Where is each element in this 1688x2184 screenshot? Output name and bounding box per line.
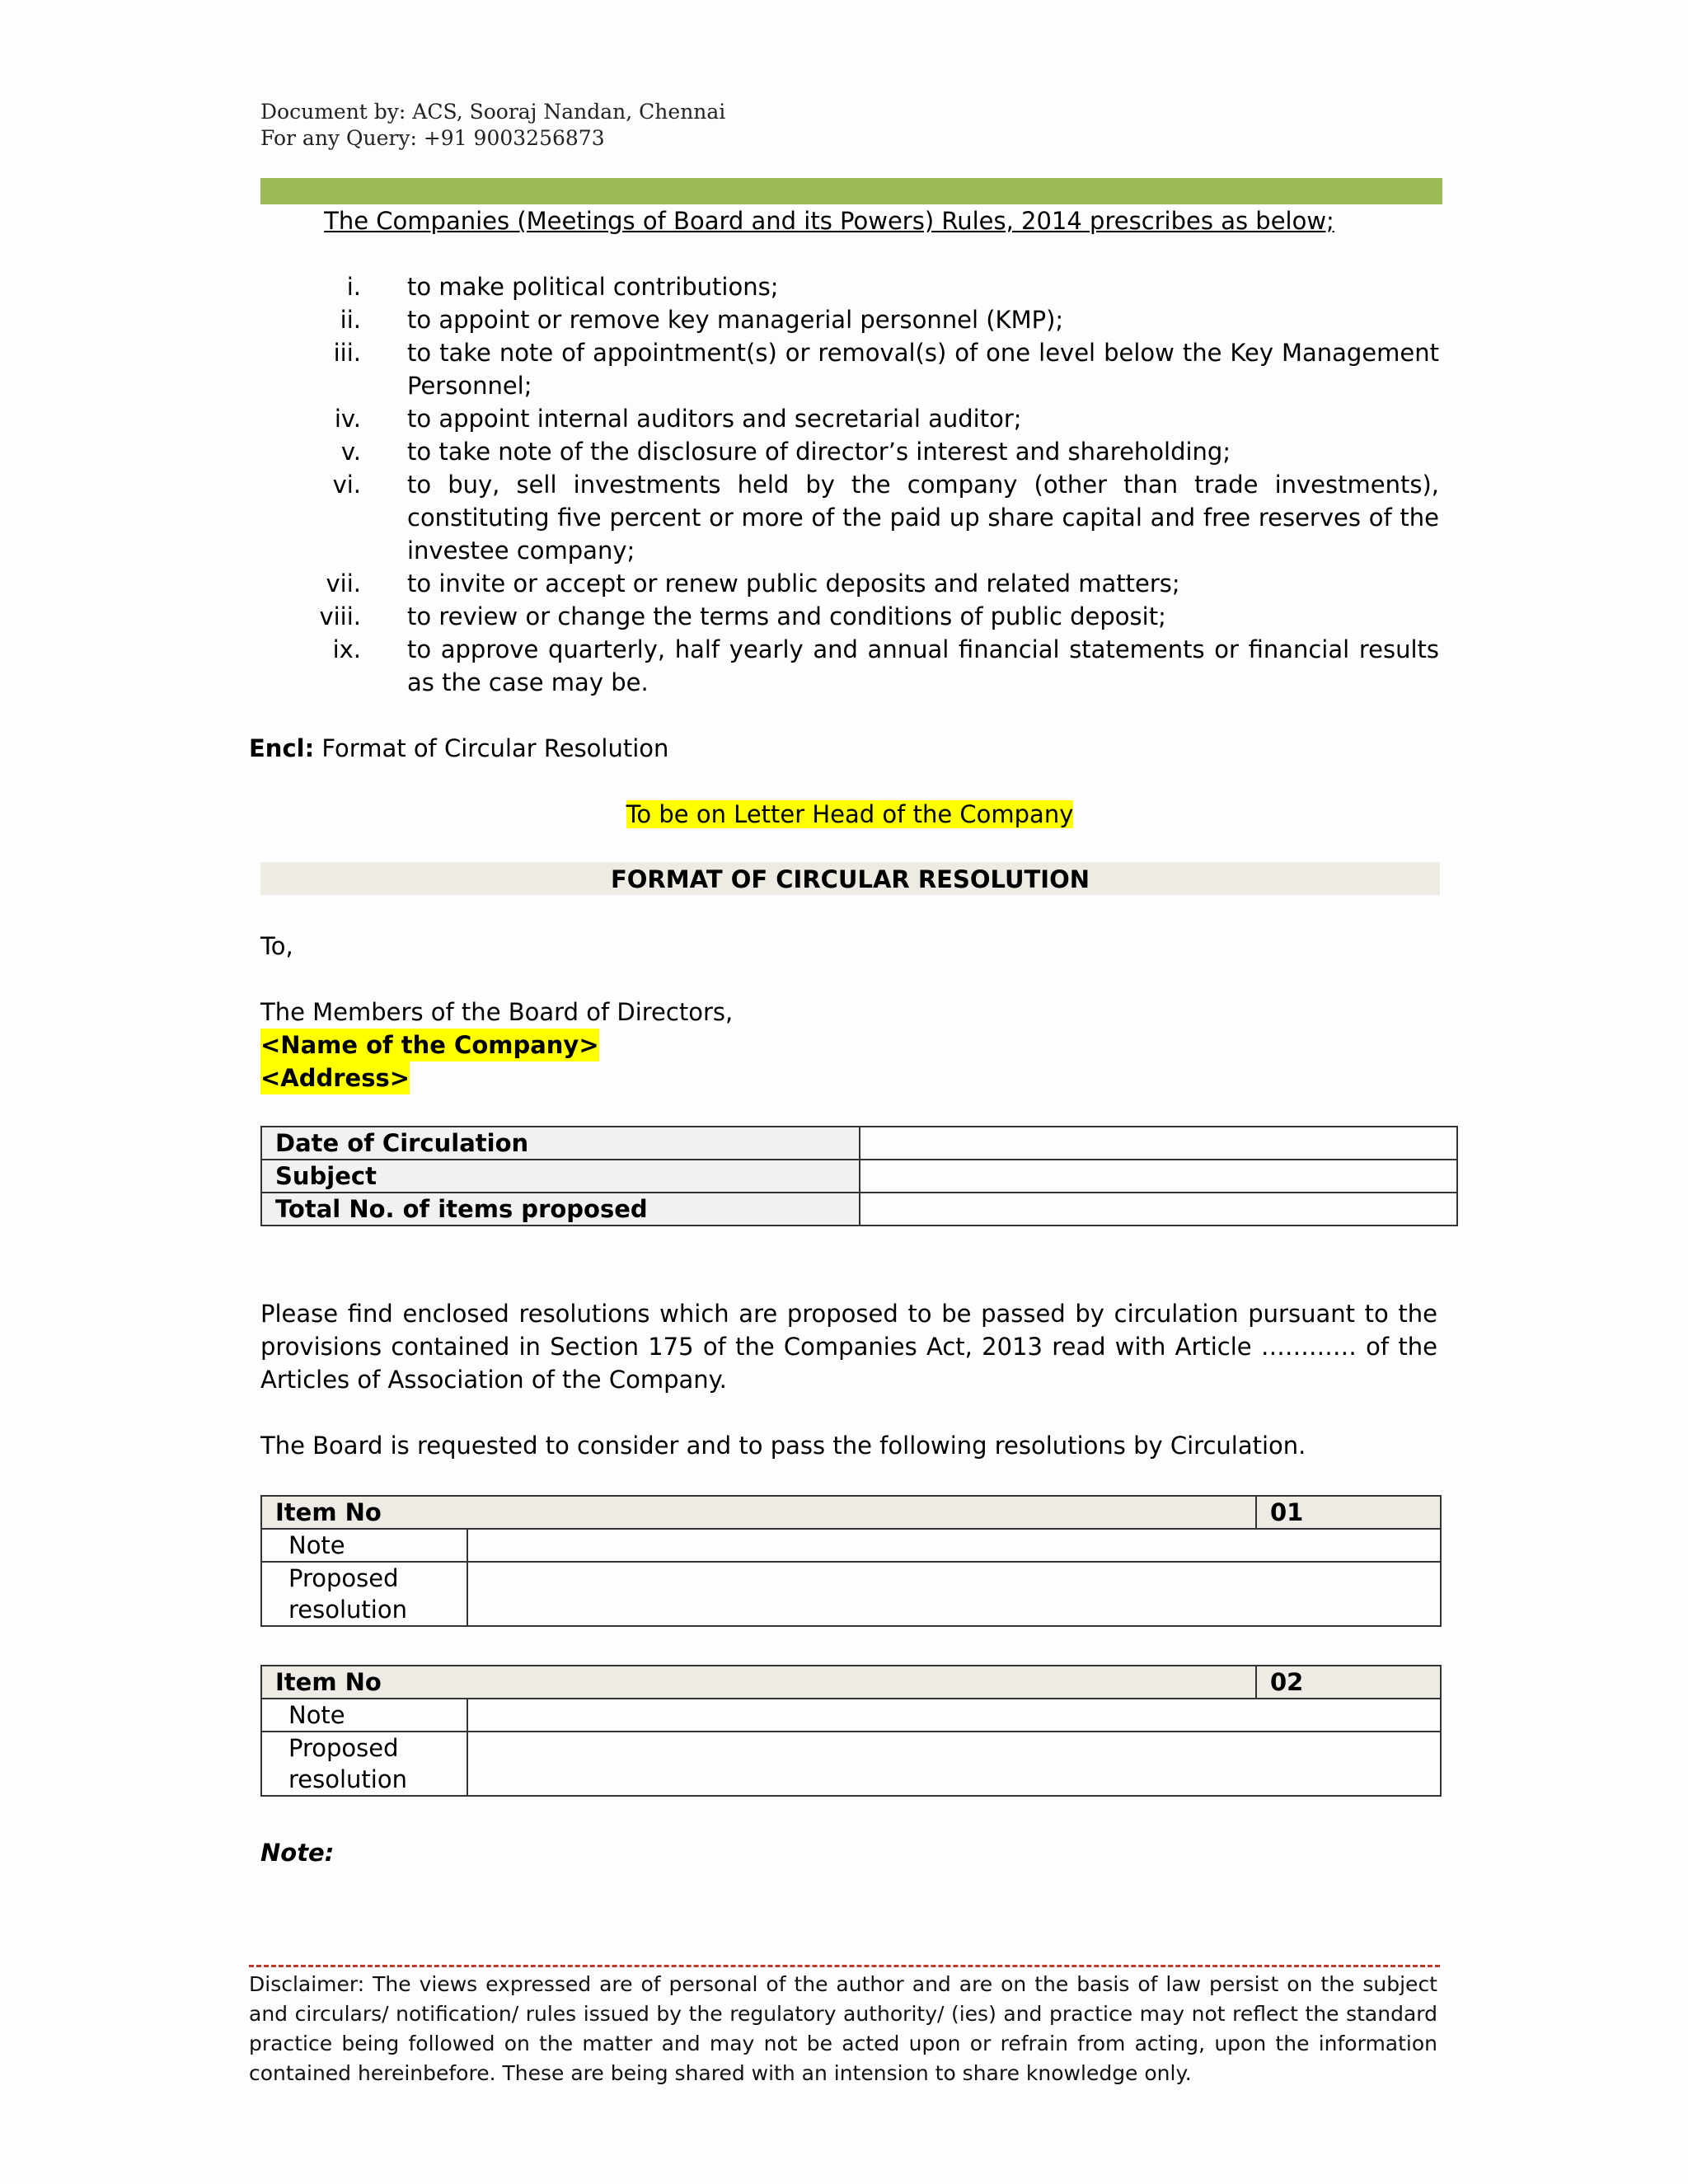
addressee-block (260, 996, 733, 1094)
list-item: viii. to review or change the terms and conditions of public deposit; (319, 602, 1166, 630)
enclosure-label: Encl: (249, 734, 315, 762)
table-row (261, 1160, 1457, 1193)
author-line: Document by: ACS, Sooraj Nandan, Chennai (260, 100, 726, 124)
item-number: 02 (1256, 1666, 1441, 1699)
proposed-resolution-value (467, 1562, 1441, 1626)
list-item: iv. to appoint internal auditors and secretarial auditor; (334, 405, 1022, 433)
rules-list (260, 270, 1439, 699)
table-row (261, 1732, 1441, 1796)
list-item: vii. to invite or accept or renew public deposits and related matters; (326, 569, 1180, 598)
enclosure-text: Format of Circular Resolution (321, 734, 669, 762)
enclosure-line (249, 732, 668, 765)
subject-label: Subject (261, 1160, 860, 1193)
list-item: vi. to buy, sell investments held by the company (other than trade investments), constituting five percent or more of the paid up share capital and free reserves of the investee company; (332, 471, 1439, 565)
item-table-02 (260, 1665, 1442, 1797)
table-row (261, 1562, 1441, 1626)
item-no-label: Item No (261, 1496, 1256, 1529)
intro-paragraph: Please find enclosed resolutions which are proposed to be passed by circulation pursuant to the provisions contained in Section 175 of the Companies Act, 2013 read with Article ………… of the Articles of Association of the Company. (260, 1300, 1437, 1394)
table-row (261, 1529, 1441, 1562)
circulation-table (260, 1126, 1458, 1226)
item-header-row (261, 1496, 1441, 1529)
item-number: 01 (1256, 1496, 1441, 1529)
dashed-divider (249, 1965, 1440, 1967)
list-item: iii. to take note of appointment(s) or removal(s) of one level below the Key Management Personnel; (333, 339, 1439, 400)
note-value (467, 1699, 1441, 1732)
circulation-date-label: Date of Circulation (261, 1127, 860, 1160)
query-line: For any Query: +91 9003256873 (260, 126, 605, 150)
rules-title: The Companies (Meetings of Board and its Powers) Rules, 2014 prescribes as below; (324, 207, 1334, 235)
table-row (261, 1699, 1441, 1732)
letterhead-note (260, 798, 1439, 831)
proposed-resolution-label: Proposed resolution (261, 1732, 467, 1796)
note-label: Note (261, 1529, 467, 1562)
total-items-value (860, 1193, 1457, 1226)
subject-value (860, 1160, 1457, 1193)
company-name-placeholder: <Name of the Company> (260, 1029, 599, 1062)
note-heading: Note: (260, 1839, 335, 1867)
request-paragraph: The Board is requested to consider and to pass the following resolutions by Circulation. (260, 1432, 1306, 1460)
note-value (467, 1529, 1441, 1562)
letterhead-text: To be on Letter Head of the Company (626, 800, 1074, 828)
list-item: v. to take note of the disclosure of director’s interest and shareholding; (340, 438, 1231, 466)
item-header-row (261, 1666, 1441, 1699)
item-table-01 (260, 1495, 1442, 1627)
note-label: Note (261, 1699, 467, 1732)
table-row (261, 1193, 1457, 1226)
item-no-label: Item No (261, 1666, 1256, 1699)
format-title: FORMAT OF CIRCULAR RESOLUTION (260, 862, 1440, 895)
table-row (261, 1127, 1457, 1160)
address-placeholder: <Address> (260, 1062, 410, 1094)
list-item: ii. to appoint or remove key managerial personnel (KMP); (340, 306, 1064, 334)
disclaimer: Disclaimer: The views expressed are of personal of the author and are on the basis of law persist on the subject and circulars/ notification/ rules issued by the regulatory authority/ (ies) and practice may not reflect the standard practice being followed on the matter and may not be acted upon or refrain from acting, upon the information contained hereinbefore. These are being shared with an intension to share knowledge only. (249, 1972, 1437, 2085)
proposed-resolution-value (467, 1732, 1441, 1796)
salutation: To, (260, 932, 293, 960)
green-divider-bar (260, 178, 1442, 204)
addressee-line: The Members of the Board of Directors, (260, 998, 734, 1026)
circulation-date-value (860, 1127, 1457, 1160)
list-item: ix. to approve quarterly, half yearly and annual financial statements or financial results as the case may be. (332, 635, 1439, 696)
total-items-label: Total No. of items proposed (261, 1193, 860, 1226)
list-item: i. to make political contributions; (346, 273, 779, 301)
proposed-resolution-label: Proposed resolution (261, 1562, 467, 1626)
document-header (260, 99, 725, 152)
